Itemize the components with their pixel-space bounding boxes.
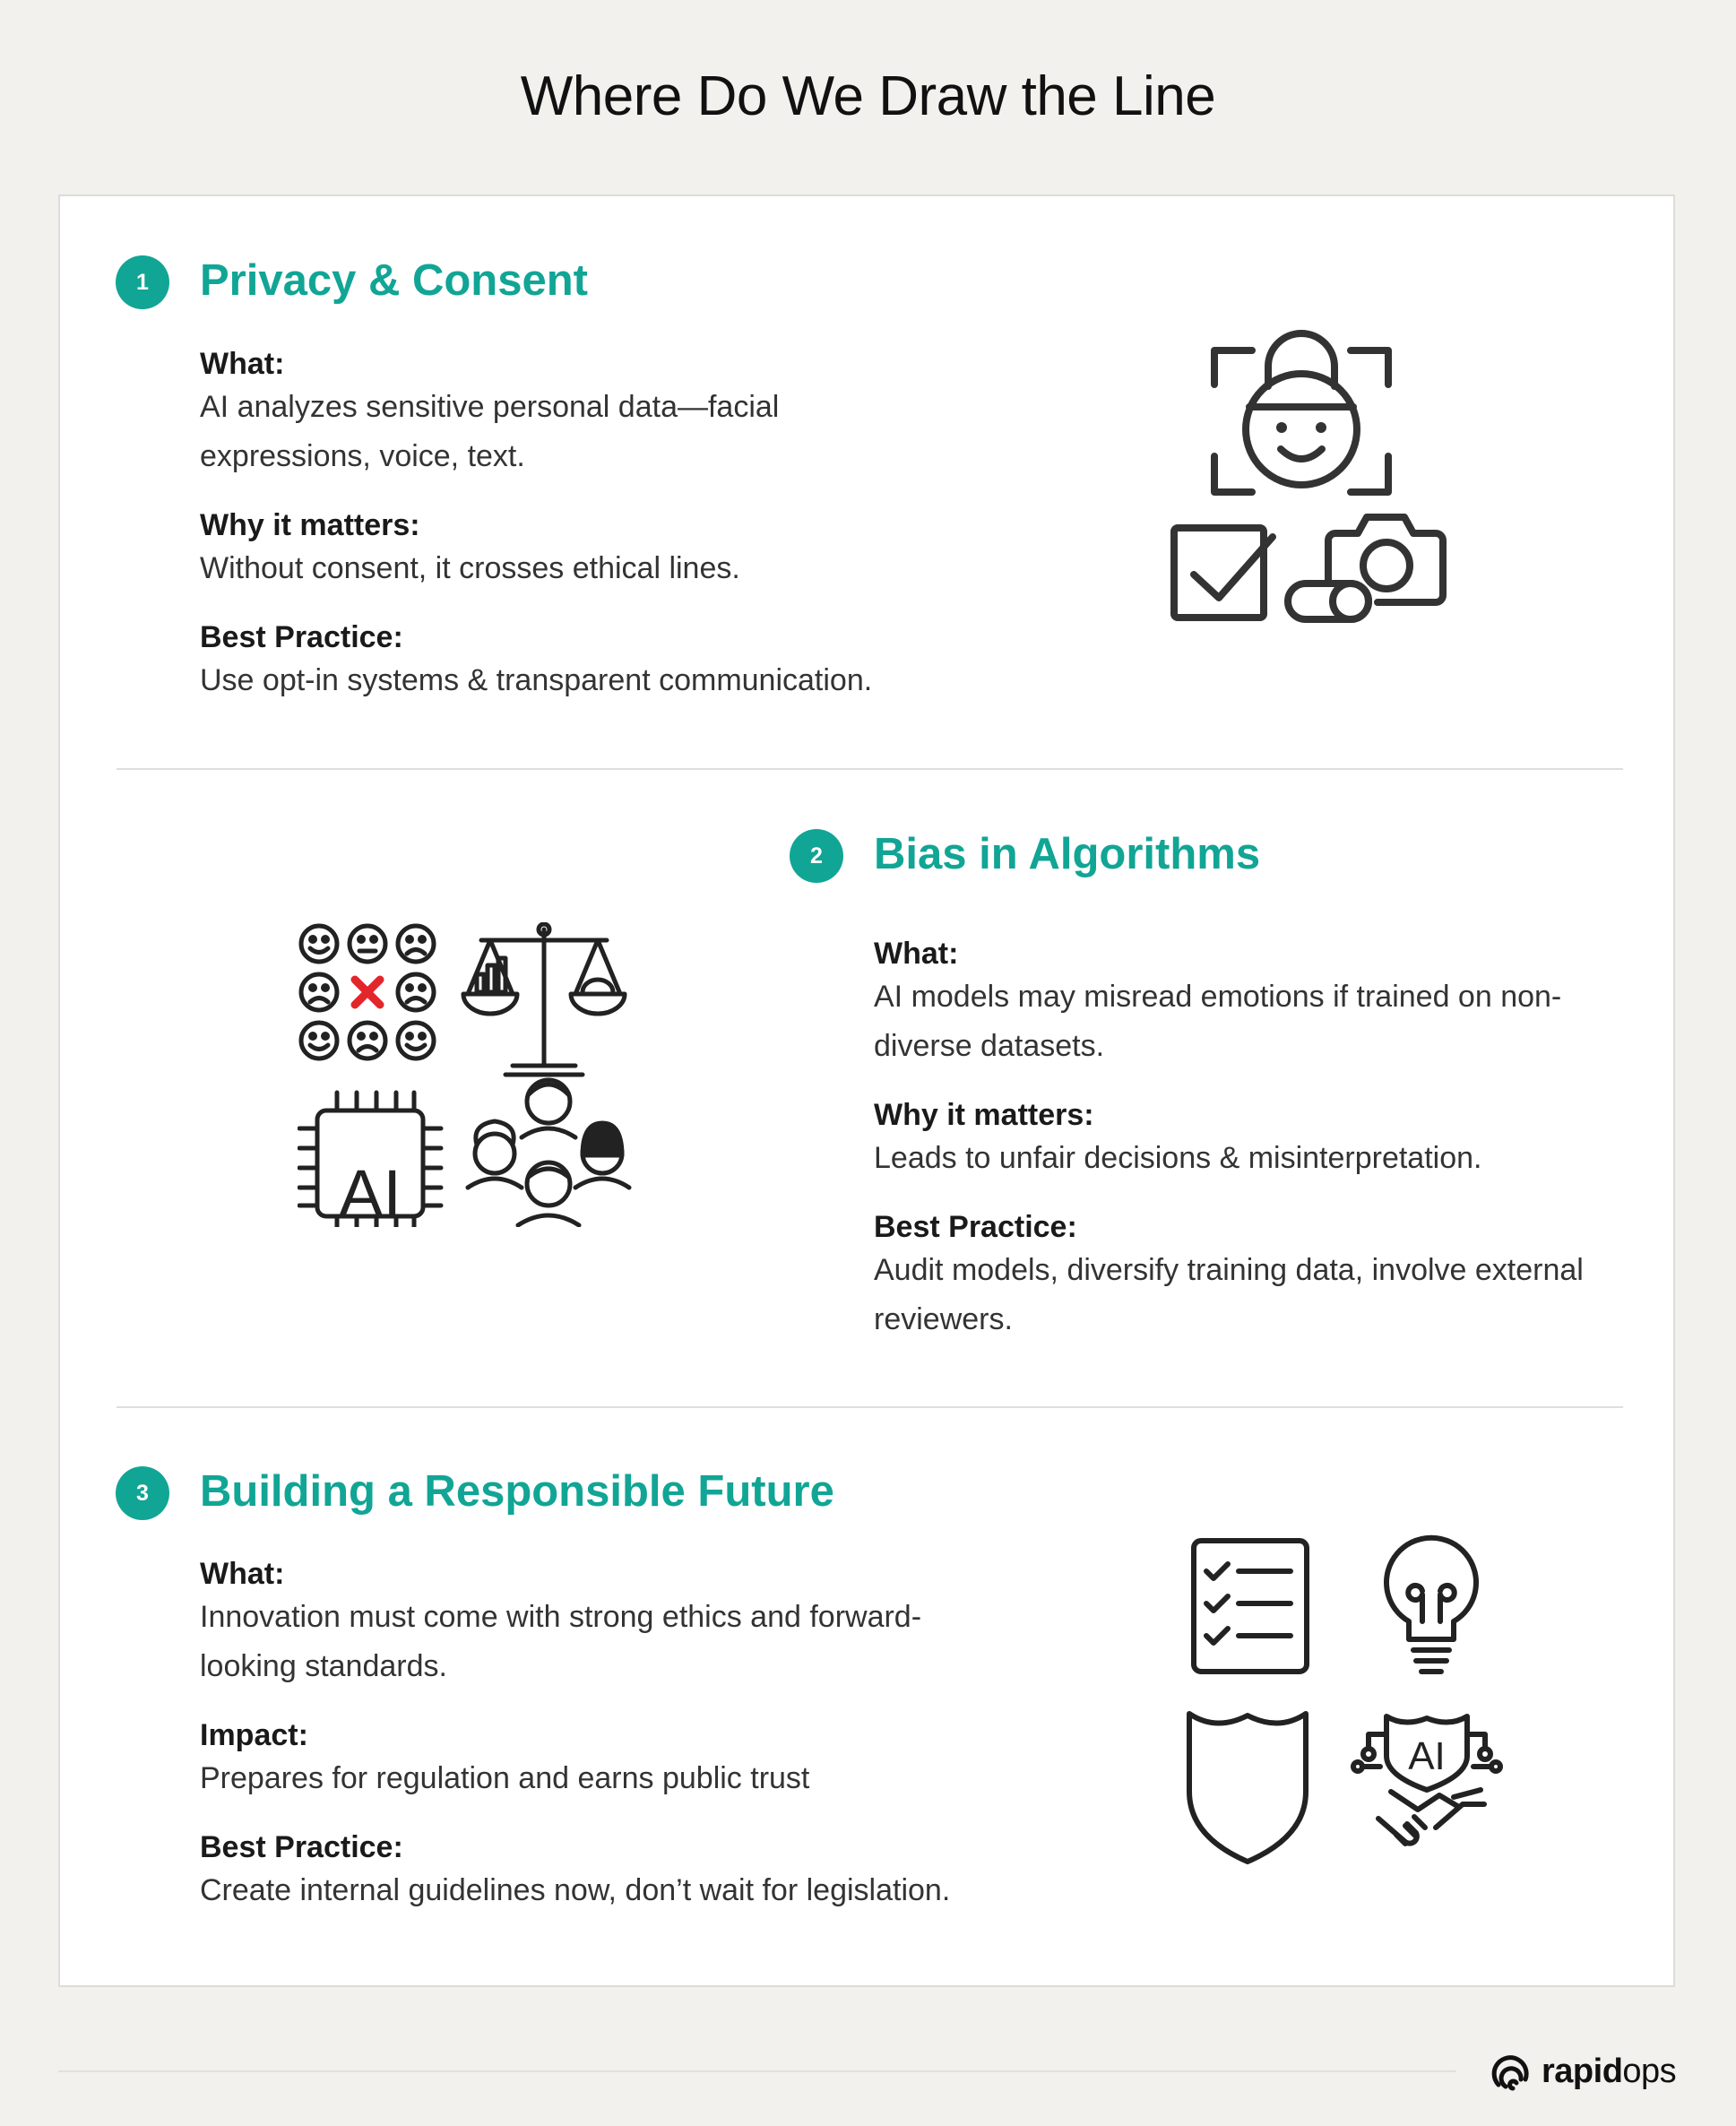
section-divider-1 (117, 768, 1623, 770)
section-1-why-label: Why it matters: (200, 508, 420, 542)
section-2-why-text: Leads to unfair decisions & misinterpretation. (874, 1141, 1482, 1175)
rapidops-logo-icon (1490, 2049, 1534, 2094)
section-1-what-label: What: (200, 347, 285, 381)
responsible-future-icons-group (1185, 1532, 1525, 1872)
section-2-what-label: What: (874, 937, 959, 971)
page-title: Where Do We Draw the Line (520, 65, 1216, 127)
section-2-title: Bias in Algorithms (874, 830, 1261, 878)
lightbulb-icon (1386, 1538, 1476, 1672)
shield-icon (1189, 1714, 1306, 1862)
section-1-best-text: Use opt-in systems & transparent communication. (200, 663, 873, 697)
section-3-title: Building a Responsible Future (200, 1467, 834, 1516)
section-3-best-label: Best Practice: (200, 1830, 403, 1864)
section-3-best-text: Create internal guidelines now, don’t wait for legislation. (200, 1873, 951, 1907)
section-2-what-text: AI models may misread emotions if trained on non-diverse datasets. (874, 980, 1562, 1063)
section-1-best-label: Best Practice: (200, 620, 403, 654)
brand-name-bold: rapid (1542, 2052, 1623, 2090)
brand-name (1542, 2053, 1676, 2091)
section-1-why-text: Without consent, it crosses ethical lines. (200, 551, 740, 585)
content-card (58, 194, 1675, 1987)
section-2-best-label: Best Practice: (874, 1210, 1077, 1244)
section-1-what-text: AI analyzes sensitive personal data—facial expressions, voice, text. (200, 390, 780, 473)
section-3-badge: 3 (116, 1466, 169, 1520)
face-scan-lock-consent-icon (1162, 322, 1485, 627)
brand-logo (1490, 2047, 1676, 2096)
section-divider-2 (117, 1406, 1623, 1408)
section-1-badge: 1 (116, 255, 169, 309)
scales-icon (463, 924, 625, 1075)
section-3-impact-text: Prepares for regulation and earns public trust (200, 1761, 810, 1795)
emotion-grid-icon (301, 926, 434, 1059)
diverse-people-icon (468, 1080, 629, 1225)
section-3-what-text: Innovation must come with strong ethics and forward-looking standards. (200, 1600, 922, 1683)
section-2-badge: 2 (790, 829, 843, 883)
section-1-title: Privacy & Consent (200, 256, 588, 305)
section-3-what-label: What: (200, 1557, 285, 1591)
ai-shield-label: AI (1408, 1734, 1446, 1778)
section-3-impact-label: Impact: (200, 1718, 308, 1752)
section-2-best-text: Audit models, diversify training data, involve external reviewers. (874, 1253, 1584, 1336)
brand-name-light: ops (1622, 2052, 1677, 2090)
section-2-why-label: Why it matters: (874, 1098, 1094, 1132)
checklist-icon (1194, 1541, 1307, 1672)
ai-chip-label: AI (339, 1155, 402, 1231)
footer-divider (58, 2070, 1456, 2072)
